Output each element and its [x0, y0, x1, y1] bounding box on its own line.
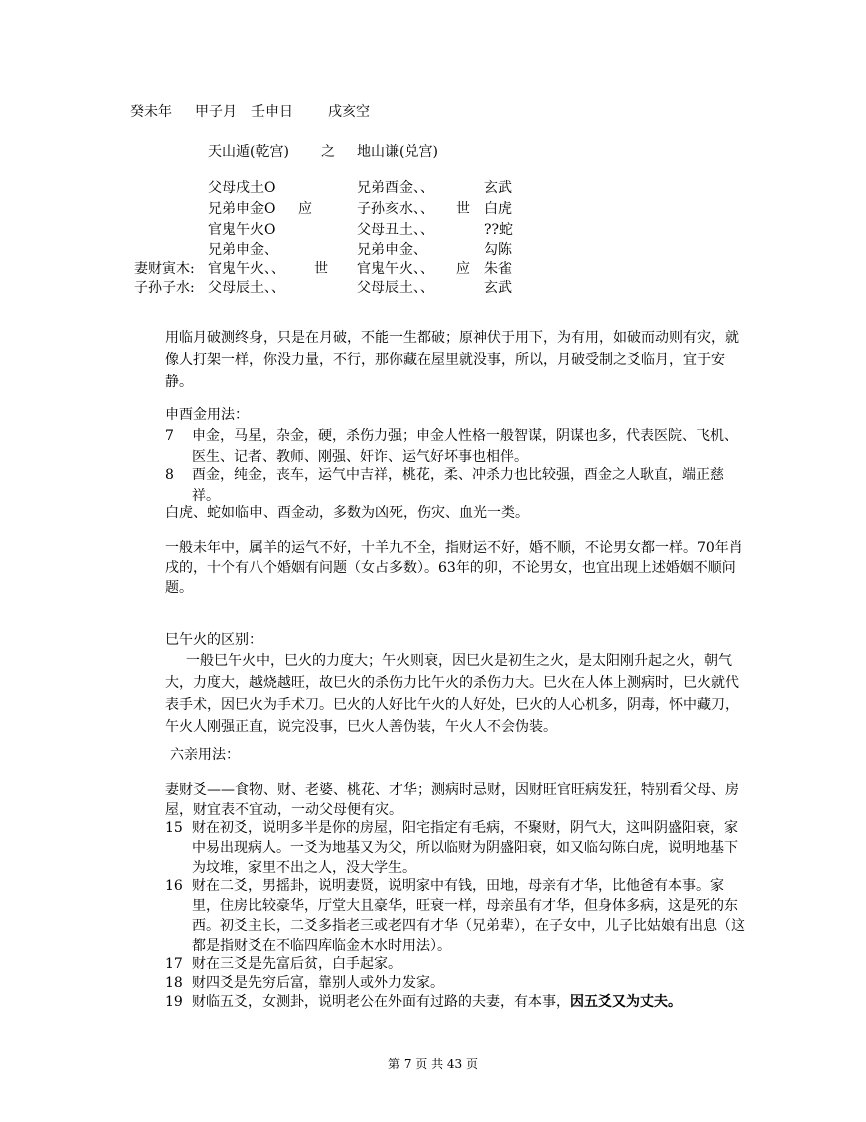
zhi-label: 之	[321, 144, 335, 160]
paragraph-weinian: 一般未年中，属羊的运气不好，十羊九不全，指财运不好，婚不顺，不论男女都一样。70年肖戌的，十个有八个婚姻有问题（女占多数）。63年的卯，不论男女，也宜出现上述婚姻不顺问题。	[165, 540, 743, 596]
paragraph-yuepo: 用临月破测终身，只是在月破，不能一生都破；原神伏于用下，为有用，如破而动则有灾，就像人打架一样，你没力量，不行，那你藏在屋里就没事，所以，月破受制之爻临月，宜于安静。	[165, 330, 739, 390]
item-text	[192, 992, 745, 1012]
six-animal: ??蛇	[484, 222, 514, 238]
changed-yao: 父母丑土、、	[357, 222, 434, 238]
year-label: 癸未年	[130, 104, 172, 120]
changed-shi-ying: 应	[456, 261, 470, 277]
changed-yao: 官鬼午火、、	[357, 261, 434, 277]
six-animal: 勾陈	[484, 242, 512, 258]
fushen: 子孙子水:	[134, 280, 195, 296]
main-yao: 父母戌土O	[208, 180, 276, 196]
item-text-bold: 因五爻又为丈夫。	[570, 994, 682, 1010]
section-title-shenyou: 申酉金用法：	[165, 407, 249, 423]
item-number: 7	[165, 428, 174, 444]
month-label: 甲子月	[195, 104, 237, 120]
main-shi-ying: 应	[298, 201, 312, 217]
void-label: 戌亥空	[328, 104, 370, 120]
six-animal: 白虎	[484, 201, 512, 217]
shenyou-note: 白虎、蛇如临申、酉金动，多数为凶死，伤灾、血光一类。	[165, 505, 529, 521]
changed-shi-ying: 世	[456, 201, 470, 217]
changed-yao: 兄弟申金、	[357, 242, 427, 258]
section-title-siwu: 巳午火的区别：	[165, 632, 263, 648]
paragraph-qicai-intro: 妻财爻——食物、财、老婆、桃花、才华；测病时忌财，因财旺官旺病发狂，特别看父母、房屋，财宜表不宜动，一动父母便有灾。	[165, 782, 739, 818]
section-title-liuqin: 六亲用法：	[170, 747, 240, 763]
item-number: 8	[165, 467, 174, 483]
changed-yao: 子孙亥水、、	[357, 201, 434, 217]
item-text: 申金，马星，杂金，硬，杀伤力强；申金人性格一般智谋，阴谋也多，代表医院、飞机、医生、记者、教师、刚强、奸诈、运气好坏事也相伴。	[192, 428, 738, 465]
item-text: 财四爻是先穷后富，靠别人或外力发家。	[192, 975, 444, 991]
item-text: 财在三爻是先富后贫，白手起家。	[192, 956, 402, 972]
fushen: 妻财寅木:	[134, 261, 195, 277]
changed-yao: 父母辰土、、	[357, 280, 434, 296]
item-number: 19	[165, 994, 183, 1010]
main-yao: 父母辰土、、	[208, 280, 285, 296]
item-text-plain: 财临五爻，女测卦，说明老公在外面有过路的夫妻，有本事，	[192, 994, 570, 1010]
main-yao: 兄弟申金O	[208, 201, 276, 217]
main-shi-ying: 世	[314, 261, 328, 277]
six-animal: 玄武	[484, 180, 512, 196]
changed-yao: 兄弟酉金、、	[357, 180, 434, 196]
item-text: 财在初爻，说明多半是你的房屋，阳宅指定有毛病，不聚财，阴气大，这叫阴盛阳衰，家中易出现病人。一爻为地基又为父，所以临财为阴盛阳衰，如又临勾陈白虎，说明地基下为坟堆，家里不出之人，没大学生。	[192, 820, 738, 876]
item-number: 18	[165, 975, 183, 991]
item-number: 17	[165, 956, 183, 972]
item-number: 16	[165, 878, 183, 894]
six-animal: 朱雀	[484, 261, 512, 277]
item-number: 15	[165, 820, 183, 836]
item-text: 酉金，纯金，丧车，运气中吉祥，桃花，柔、冲杀力也比较强，酉金之人耿直，端正慈祥。	[192, 467, 724, 504]
changed-hexagram: 地山谦(兑宫)	[357, 144, 438, 160]
paragraph-siwu: 一般巳午火中，巳火的力度大；午火则衰，因巳火是初生之火，是太阳刚升起之火，朝气大，力度大，越烧越旺，故巳火的杀伤力比午火的杀伤力大。巳火在人体上测病时，巳火就代表手术，因巳火为手术刀。巳火的人好比午火的人好处，巳火的人心机多，阴毒，怀中藏刀，午火人刚强正直，说完没事，巳火人善伪装，午火人不会伪装。	[165, 653, 739, 735]
page-footer: 第 7 页 共 43 页	[388, 1057, 478, 1071]
main-yao: 官鬼午火、、	[208, 261, 285, 277]
six-animal: 玄武	[484, 280, 512, 296]
main-yao: 官鬼午火O	[208, 222, 276, 238]
day-label: 壬申日	[251, 104, 293, 120]
main-yao: 兄弟申金、	[208, 242, 278, 258]
item-text: 财在二爻，男摇卦，说明妻贤，说明家中有钱，田地，母亲有才华，比他爸有本事。家里，住房比较豪华，厅堂大且豪华，旺衰一样，母亲虽有才华，但身体多病，这是死的东西。初爻主长，二爻多指老三或老四有才华（兄弟辈），在子女中，儿子比姑娘有出息（这都是指财爻在不临四库临金木水时用法）。	[192, 878, 745, 954]
main-hexagram: 天山遁(乾宫)	[208, 144, 289, 160]
